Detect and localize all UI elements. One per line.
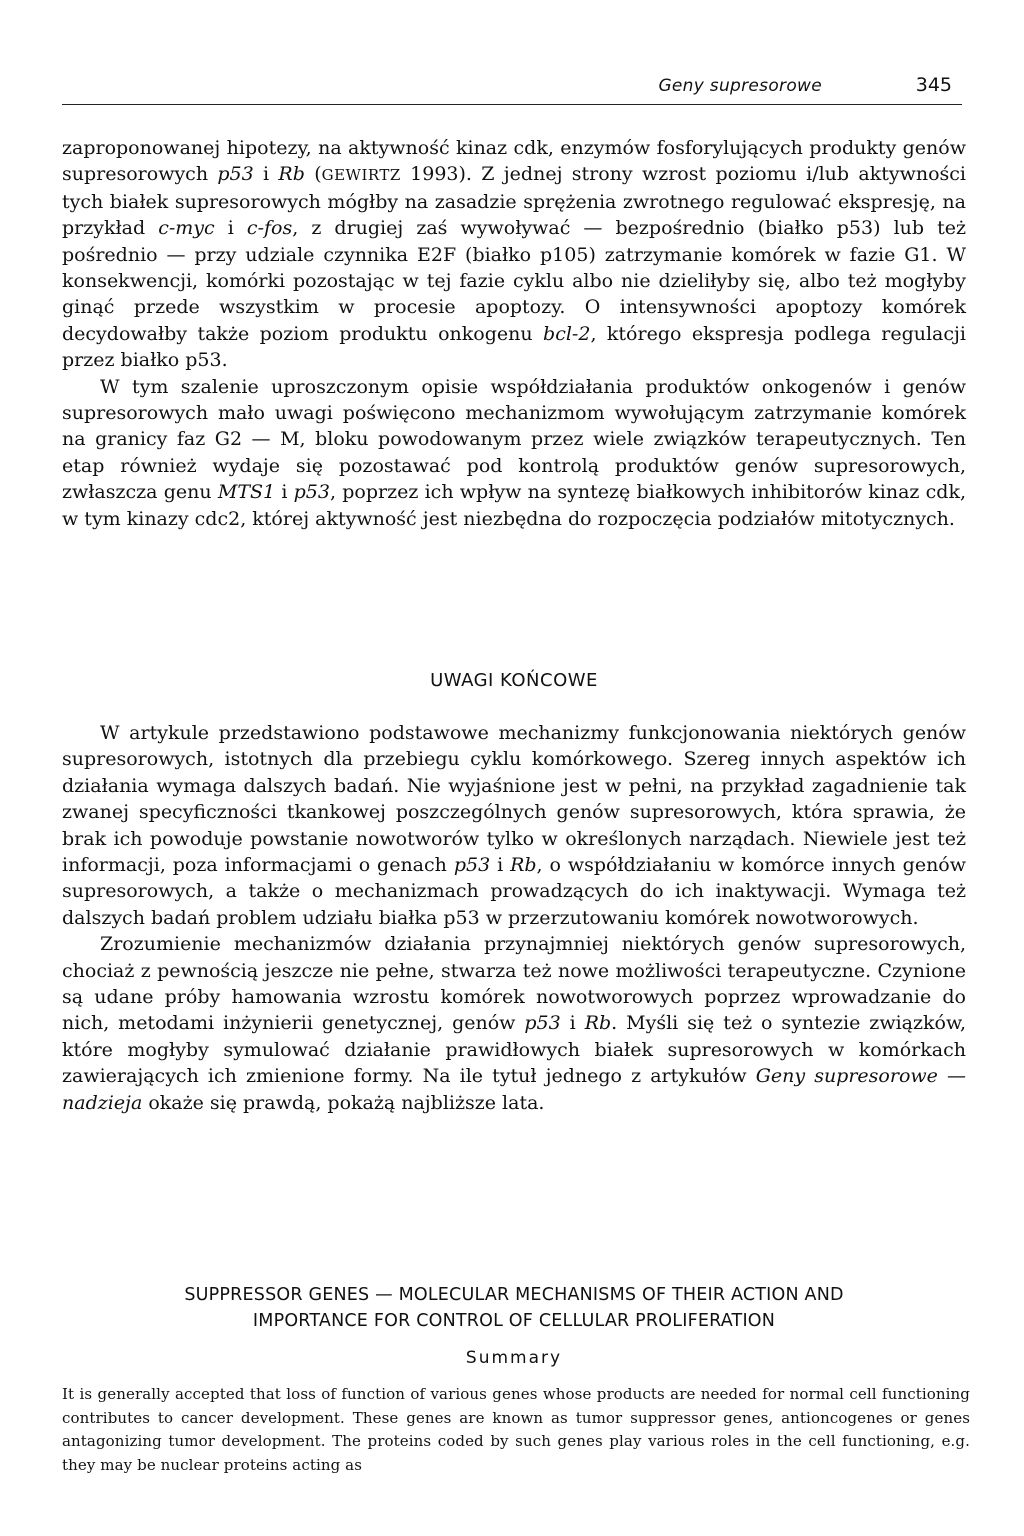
section-body-2 — [62, 720, 966, 1116]
english-title-line-2: IMPORTANCE FOR CONTROL OF CELLULAR PROLIFERATION — [252, 1311, 776, 1331]
running-title: Geny supresorowe — [658, 76, 822, 96]
english-title-line-1: SUPPRESSOR GENES — MOLECULAR MECHANISMS OF THEIR ACTION AND — [184, 1285, 844, 1305]
summary-heading: Summary — [465, 1348, 563, 1368]
paragraph-1: zaproponowanej hipotezy, na aktywność kinaz cdk, enzymów fosforylujących produkty genów supresorowych p53 i Rb (GEWIRTZ 1993). Z jednej strony wzrost poziomu i/lub aktywności tych białek supresorowych mógłby na zasadzie sprężenia zwrotnego regulować ekspresję, na przykład c-myc i c-fos, z drugiej zaś wywoływać — bezpośrednio (białko p53) lub też pośrednio — przy udziale czynnika E2F (białko p105) zatrzymanie komórek w fazie G1. W konsekwencji, komórki pozostając w tej fazie cyklu albo nie dzieliłyby się, albo też mogłyby ginąć przede wszystkim w procesie apoptozy. O intensywności apoptozy komórek decydowałby także poziom produktu onkogenu bcl-2, którego ekspresja podlega regulacji przez białko p53. — [62, 137, 967, 372]
paragraph-3: W artykule przedstawiono podstawowe mechanizmy funkcjonowania niektórych genów supresorowych, istotnych dla przebiegu cyklu komórkowego. Szereg innych aspektów ich działania wymaga dalszych badań. Nie wyjaśnione jest w pełni, na przykład zagadnienie tak zwanej specyficzności tkankowej poszczególnych genów supresorowych, która sprawia, że brak ich powoduje powstanie nowotworów tylko w określonych narządach. Niewiele jest też informacji, poza informacjami o genach p53 i Rb, o współdziałaniu w komórce innych genów supresorowych, a także o mechanizmach prowadzących do ich inaktywacji. Wymaga też dalszych badań problem udziału białka p53 w przerzutowaniu komórek nowotworowych. — [62, 722, 967, 929]
page-number: 345 — [915, 74, 952, 96]
english-title — [62, 1282, 966, 1334]
section-body-1 — [62, 135, 966, 532]
paragraph-2: W tym szalenie uproszczonym opisie współdziałania produktów onkogenów i genów supresorowych mało uwagi poświęcono mechanizmom wywołującym zatrzymanie komórek na granicy faz G2 — M, bloku powodowanym przez wiele związków terapeutycznych. Ten etap również wydaje się pozostawać pod kontrolą produktów genów supresorowych, zwłaszcza genu MTS1 i p53, poprzez ich wpływ na syntezę białkowych inhibitorów kinaz cdk, w tym kinazy cdc2, której aktywność jest niezbędna do rozpoczęcia podziałów mitotycznych. — [62, 375, 967, 530]
section-heading-uwagi: UWAGI KOŃCOWE — [430, 670, 598, 691]
summary-paragraph: It is generally accepted that loss of function of various genes whose products are needed for normal cell functioning contributes to cancer development. These genes are known as tumor suppressor genes, antioncogenes or genes antagonizing tumor development. The proteins coded by such genes play various roles in the cell functioning, e.g. they may be nuclear proteins acting as — [62, 1385, 970, 1474]
running-header — [62, 74, 962, 105]
paragraph-4: Zrozumienie mechanizmów działania przynajmniej niektórych genów supresorowych, chociaż z pewnością jeszcze nie pełne, stwarza też nowe możliwości terapeutyczne. Czynione są udane próby hamowania wzrostu komórek nowotworowych poprzez wprowadzanie do nich, metodami inżynierii genetycznej, genów p53 i Rb. Myśli się też o syntezie związków, które mogłyby symulować działanie prawidłowych białek supresorowych w komórkach zawierających ich zmienione formy. Na ile tytuł jednego z artykułów Geny supresorowe — nadzieja okaże się prawdą, pokażą najbliższe lata. — [62, 933, 966, 1114]
summary-text — [62, 1383, 970, 1477]
